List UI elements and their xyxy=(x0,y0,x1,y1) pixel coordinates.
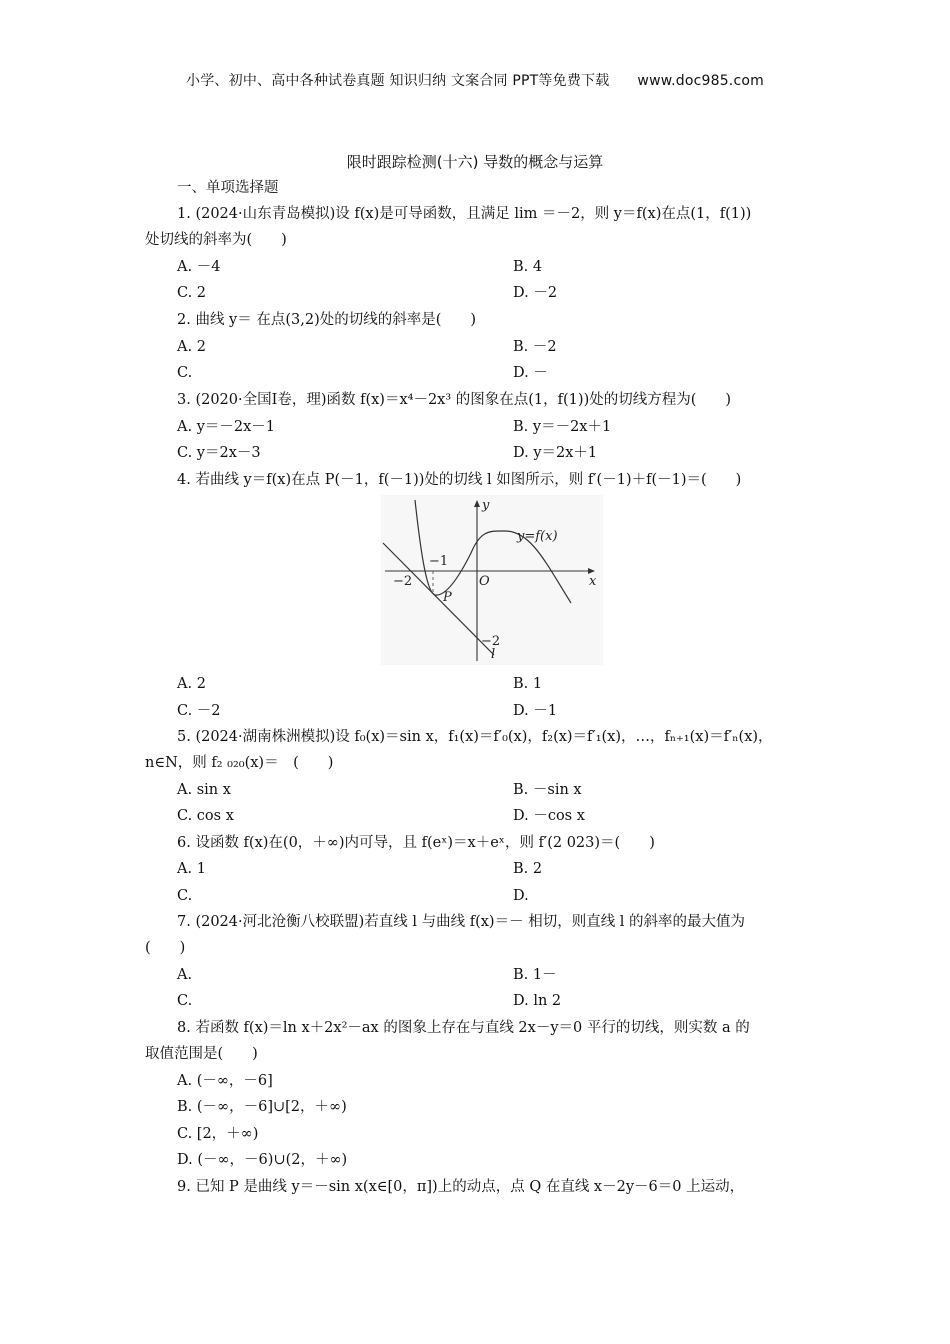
q3-option-a: A. y＝－2x－1 xyxy=(177,419,276,435)
q7-option-b: B. 1－ xyxy=(513,967,557,983)
q8-line1: 8. 若函数 f(x)＝ln x＋2x²－ax 的图象上存在与直线 2x－y＝0 平行的切线，则实数 a 的 xyxy=(177,1020,750,1036)
x-tick-minus-1: −1 xyxy=(429,554,449,569)
q6-option-b: B. 2 xyxy=(513,861,543,877)
q2-line1: 2. 曲线 y＝ 在点(3,2)处的切线的斜率是( ) xyxy=(177,312,477,328)
q5-option-d: D. －cos x xyxy=(513,808,585,824)
q3-option-c: C. y＝2x－3 xyxy=(177,445,261,461)
q1-option-b: B. 4 xyxy=(513,259,543,275)
q8-option-b: B. (－∞，－6]∪[2，＋∞) xyxy=(177,1099,347,1115)
q4-option-c: C. －2 xyxy=(177,703,221,719)
function-curve xyxy=(415,500,571,603)
q7-line2: ( ) xyxy=(145,940,186,956)
q8-option-a: A. (－∞，－6] xyxy=(177,1073,273,1089)
q4-option-b: B. 1 xyxy=(513,676,543,692)
q1-option-a: A. －4 xyxy=(177,259,221,275)
q4-option-d: D. －1 xyxy=(513,703,558,719)
document-title: 限时跟踪检测(十六) 导数的概念与运算 xyxy=(346,153,604,171)
q7-option-a: A. xyxy=(177,967,193,983)
q5-line1: 5. (2024·湖南株洲模拟)设 f₀(x)＝sin x，f₁(x)＝f′₀(x)，f₂(x)＝f′₁(x)，…，fₙ₊₁(x)＝f′ₙ(x)， xyxy=(177,729,773,745)
q9-line1: 9. 已知 P 是曲线 y＝－sin x(x∈[0，π])上的动点，点 Q 在直线 x－2y－6＝0 上运动， xyxy=(177,1179,745,1195)
header-text: 小学、初中、高中各种试卷真题 知识归纳 文案合同 PPT等免费下载 xyxy=(186,73,610,89)
q4-line1: 4. 若曲线 y＝f(x)在点 P(－1，f(－1))处的切线 l 如图所示，则 f′(－1)＋f(－1)＝( ) xyxy=(177,472,742,488)
q3-option-b: B. y＝－2x＋1 xyxy=(513,419,612,435)
q8-option-c: C. [2，＋∞) xyxy=(177,1126,259,1142)
q6-line1: 6. 设函数 f(x)在(0，＋∞)内可导，且 f(eˣ)＝x＋eˣ，则 f′(2 023)＝( ) xyxy=(177,835,655,851)
q5-line2: n∈N，则 f₂ ₀₂₀(x)＝ ( ) xyxy=(145,755,334,771)
y-axis-label: y xyxy=(482,498,490,513)
q1-option-c: C. 2 xyxy=(177,285,207,301)
q2-option-b: B. －2 xyxy=(513,339,557,355)
y-axis-arrow xyxy=(474,500,480,507)
q8-option-d: D. (－∞，－6)∪(2，＋∞) xyxy=(177,1152,348,1168)
q6-option-d: D. xyxy=(513,888,529,904)
q8-line2: 取值范围是( ) xyxy=(145,1046,258,1062)
y-tick-minus-2: −2 xyxy=(481,634,501,649)
q7-line1: 7. (2024·河北沧衡八校联盟)若直线 l 与曲线 f(x)＝－ 相切，则直线 l 的斜率的最大值为 xyxy=(177,914,746,930)
point-p-label: P xyxy=(443,590,452,605)
q5-option-c: C. cos x xyxy=(177,808,234,824)
q5-option-a: A. sin x xyxy=(177,782,231,798)
x-axis-label: x xyxy=(589,574,597,589)
q2-option-d: D. － xyxy=(513,365,548,381)
q2-option-a: A. 2 xyxy=(177,339,206,355)
tangent-figure xyxy=(381,495,603,665)
q1-line2: 处切线的斜率为( ) xyxy=(145,232,287,248)
q7-option-c: C. xyxy=(177,993,193,1009)
q5-option-b: B. －sin x xyxy=(513,782,582,798)
q4-option-a: A. 2 xyxy=(177,676,206,692)
x-tick-minus-2: −2 xyxy=(393,574,413,589)
q1-line1: 1. (2024·山东青岛模拟)设 f(x)是可导函数，且满足 lim ＝－2，则 y＝f(x)在点(1，f(1)) xyxy=(177,206,752,222)
q3-line1: 3. (2020·全国Ⅰ卷，理)函数 f(x)＝x⁴－2x³ 的图象在点(1，f(1))处的切线方程为( ) xyxy=(177,392,732,408)
section-heading: 一、单项选择题 xyxy=(177,180,279,196)
figure-svg xyxy=(381,495,603,665)
curve-label: y=f(x) xyxy=(517,529,558,544)
line-l-label: l xyxy=(491,647,496,662)
q3-option-d: D. y＝2x＋1 xyxy=(513,445,598,461)
q7-option-d: D. ln 2 xyxy=(513,993,562,1009)
q2-option-c: C. xyxy=(177,365,193,381)
header-url[interactable]: www.doc985.com xyxy=(637,73,764,89)
origin-label: O xyxy=(479,574,490,589)
q1-option-d: D. －2 xyxy=(513,285,558,301)
q6-option-a: A. 1 xyxy=(177,861,206,877)
q6-option-c: C. xyxy=(177,888,193,904)
page-header xyxy=(0,70,950,90)
